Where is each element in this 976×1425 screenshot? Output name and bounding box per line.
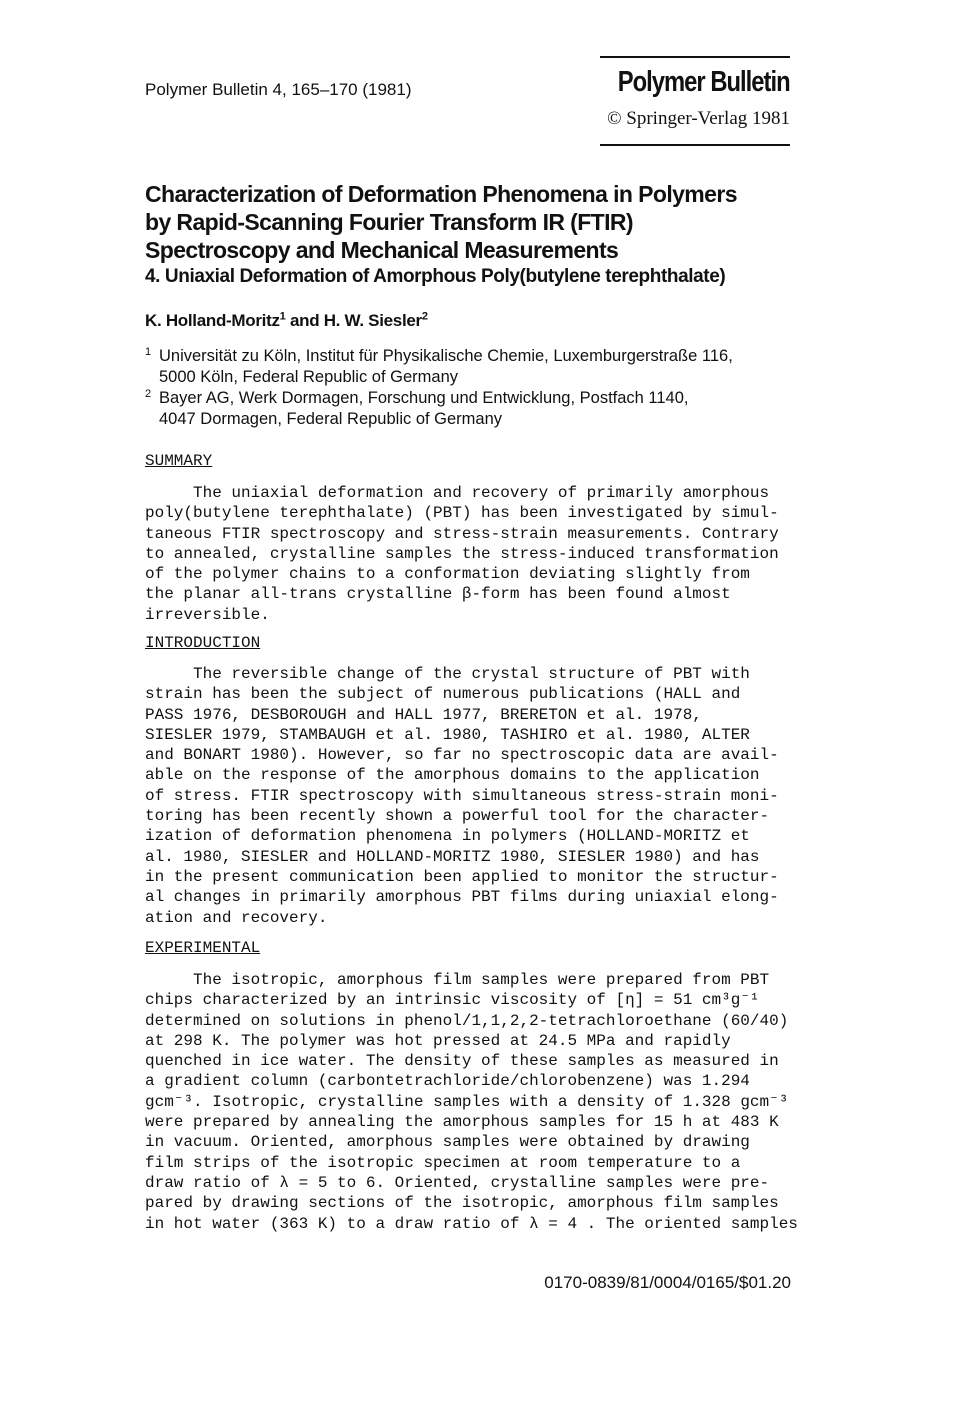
- publisher-copyright: © Springer-Verlag 1981: [607, 108, 790, 129]
- title-line: Spectroscopy and Mechanical Measurements: [145, 237, 619, 263]
- text-line: of stress. FTIR spectroscopy with simultaneous stress-strain moni-: [145, 786, 779, 805]
- text-line: strain has been the subject of numerous publications (HALL and: [145, 685, 741, 704]
- text-line: PASS 1976, DESBOROUGH and HALL 1977, BRERETON et al. 1978,: [145, 705, 702, 724]
- text-line: at 298 K. The polymer was hot pressed at 24.5 MPa and rapidly: [145, 1031, 731, 1050]
- affiliation-2: [145, 384, 689, 430]
- text-line: were prepared by annealing the amorphous samples for 15 h at 483 K: [145, 1113, 779, 1132]
- text-line: irreversible.: [145, 605, 270, 624]
- text-line: poly(butylene terephthalate) (PBT) has been investigated by simul-: [145, 504, 779, 523]
- title-line: by Rapid-Scanning Fourier Transform IR (FTIR): [145, 209, 633, 235]
- text-line: of the polymer chains to a conformation deviating slightly from: [145, 565, 750, 584]
- article-subtitle: 4. Uniaxial Deformation of Amorphous Poly(butylene terephthalate): [145, 266, 726, 287]
- text-line: a gradient column (carbontetrachloride/chlorobenzene) was 1.294: [145, 1072, 750, 1091]
- author-1: K. Holland-Moritz: [145, 311, 280, 330]
- article-title: [145, 180, 737, 264]
- text-line: draw ratio of λ = 5 to 6. Oriented, crystalline samples were pre-: [145, 1173, 770, 1192]
- text-line: ization of deformation phenomena in polymers (HOLLAND-MORITZ et: [145, 827, 750, 846]
- text-line: The reversible change of the crystal structure of PBT with: [145, 665, 750, 683]
- text-line: film strips of the isotropic specimen at room temperature to a: [145, 1153, 741, 1172]
- author-joiner: and: [285, 311, 324, 330]
- text-line: al. 1980, SIESLER and HOLLAND-MORITZ 1980, SIESLER 1980) and has: [145, 847, 760, 866]
- affiliation-line: Bayer AG, Werk Dormagen, Forschung und Entwicklung, Postfach 1140,: [159, 389, 689, 407]
- text-line: ation and recovery.: [145, 908, 328, 927]
- text-line: in hot water (363 K) to a draw ratio of λ = 4 . The oriented samples: [145, 1214, 798, 1233]
- text-line: able on the response of the amorphous domains to the application: [145, 766, 760, 785]
- text-line: gcm⁻³. Isotropic, crystalline samples with a density of 1.328 gcm⁻³: [145, 1092, 789, 1111]
- journal-name: Polymer Bulletin: [618, 66, 790, 98]
- text-line: determined on solutions in phenol/1,1,2,2-tetrachloroethane (60/40): [145, 1011, 789, 1030]
- affiliation-line: 5000 Köln, Federal Republic of Germany: [159, 368, 458, 386]
- text-line: toring has been recently shown a powerful tool for the character-: [145, 807, 770, 826]
- affiliation-number: 1: [145, 346, 152, 358]
- author-2: H. W. Siesler: [323, 311, 422, 330]
- affiliation-1: [145, 342, 733, 388]
- experimental-heading: EXPERIMENTAL: [145, 939, 261, 957]
- text-line: in the present communication been applied to monitor the structur-: [145, 867, 779, 886]
- affiliation-line: 4047 Dormagen, Federal Republic of Germany: [159, 410, 503, 428]
- affiliation-line: Universität zu Köln, Institut für Physikalische Chemie, Luxemburgerstraße 116,: [159, 347, 733, 365]
- text-line: The uniaxial deformation and recovery of primarily amorphous: [145, 484, 770, 502]
- text-line: chips characterized by an intrinsic viscosity of [η] = 51 cm³g⁻¹: [145, 991, 760, 1010]
- journal-masthead: [600, 56, 790, 146]
- text-line: in vacuum. Oriented, amorphous samples were obtained by drawing: [145, 1133, 750, 1152]
- author-2-affiliation-mark: 2: [421, 310, 428, 323]
- affiliation-number: 2: [145, 388, 152, 400]
- authors: [145, 311, 428, 331]
- copyright-code: 0170-0839/81/0004/0165/$01.20: [544, 1273, 791, 1292]
- experimental-paragraph: [145, 970, 798, 1234]
- text-line: taneous FTIR spectroscopy and stress-strain measurements. Contrary: [145, 524, 779, 543]
- introduction-heading: INTRODUCTION: [145, 634, 261, 652]
- text-line: and BONART 1980). However, so far no spectroscopic data are avail-: [145, 746, 779, 765]
- text-line: to annealed, crystalline samples the stress-induced transformation: [145, 544, 779, 563]
- text-line: al changes in primarily amorphous PBT films during uniaxial elong-: [145, 888, 779, 907]
- introduction-paragraph: [145, 664, 779, 928]
- text-line: the planar all-trans crystalline β-form has been found almost: [145, 585, 731, 604]
- summary-paragraph: [145, 483, 779, 625]
- citation: Polymer Bulletin 4, 165–170 (1981): [145, 80, 412, 99]
- title-line: Characterization of Deformation Phenomena in Polymers: [145, 181, 737, 207]
- text-line: SIESLER 1979, STAMBAUGH et al. 1980, TASHIRO et al. 1980, ALTER: [145, 725, 750, 744]
- text-line: The isotropic, amorphous film samples were prepared from PBT: [145, 971, 770, 989]
- text-line: quenched in ice water. The density of these samples as measured in: [145, 1052, 779, 1071]
- text-line: pared by drawing sections of the isotropic, amorphous film samples: [145, 1194, 779, 1213]
- author-1-affiliation-mark: 1: [279, 310, 286, 323]
- summary-heading: SUMMARY: [145, 452, 213, 470]
